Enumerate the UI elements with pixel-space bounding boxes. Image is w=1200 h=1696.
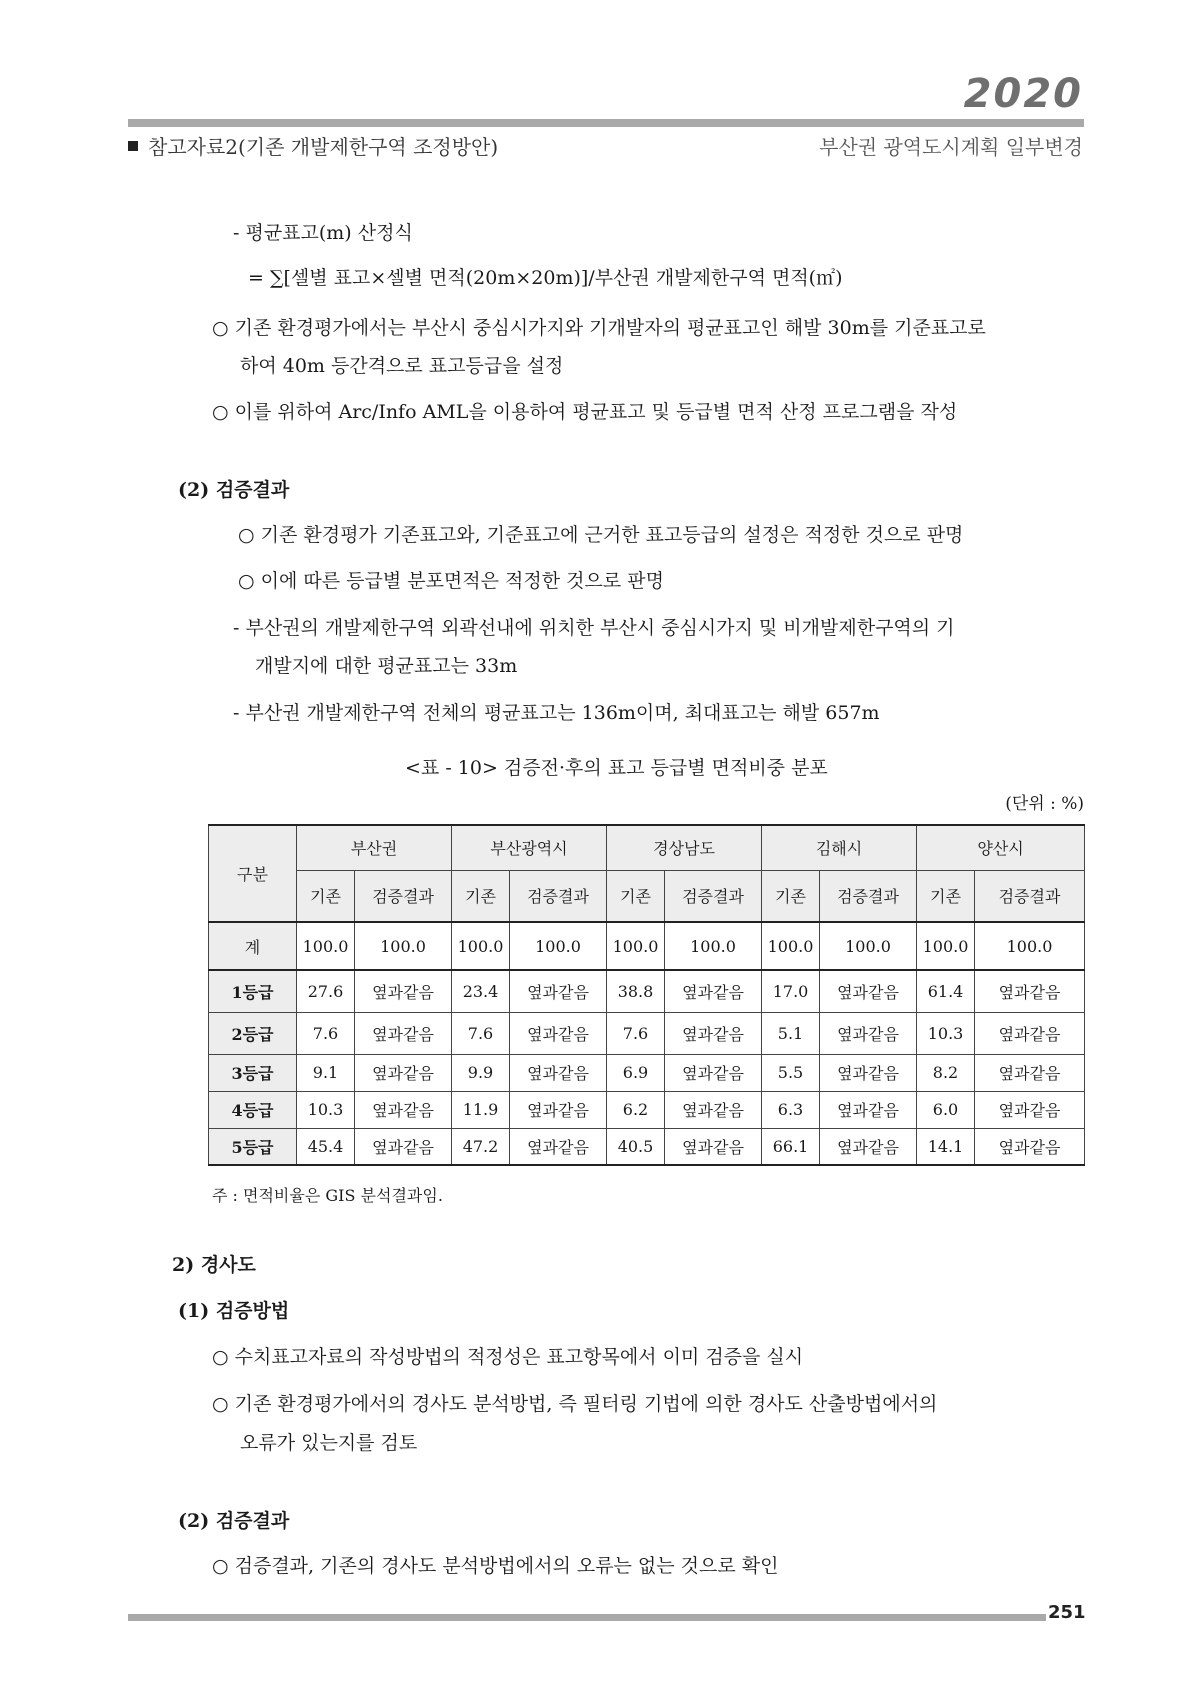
table-row — [209, 1128, 1085, 1165]
table-cell: 옆과같음 — [665, 1012, 762, 1054]
table-cell: 47.2 — [452, 1128, 510, 1165]
header-left — [128, 131, 498, 160]
results-dash-1-line-2: 개발지에 대한 평균표고는 33m — [255, 655, 518, 677]
row-label: 3등급 — [209, 1054, 297, 1091]
table-caption: <표 - 10> 검증전·후의 표고 등급별 면적비중 분포 — [405, 757, 828, 779]
table-cell: 7.6 — [297, 1012, 355, 1054]
table-cell: 7.6 — [452, 1012, 510, 1054]
elevation-grade-table — [208, 824, 1085, 1166]
table-cell: 17.0 — [762, 970, 820, 1012]
table-cell: 8.2 — [917, 1054, 975, 1091]
formula-equation: = ∑[셀별 표고×셀별 면적(20m×20m)]/부산권 개발제한구역 면적(㎡) — [248, 267, 843, 289]
table-note: 주 : 면적비율은 GIS 분석결과임. — [212, 1186, 443, 1205]
row-label: 5등급 — [209, 1128, 297, 1165]
square-bullet-icon — [128, 141, 138, 151]
table-cell: 옆과같음 — [510, 1128, 607, 1165]
table-cell: 6.0 — [917, 1091, 975, 1128]
table-cell: 100.0 — [297, 922, 355, 970]
table-cell: 옆과같음 — [665, 1128, 762, 1165]
row-label: 계 — [209, 922, 297, 970]
table-cell: 7.6 — [607, 1012, 665, 1054]
subheader-after: 검증결과 — [975, 870, 1085, 922]
subheader-before: 기존 — [297, 870, 355, 922]
header-left-text: 참고자료2(기존 개발제한구역 조정방안) — [148, 135, 499, 159]
table-cell: 14.1 — [917, 1128, 975, 1165]
table-cell: 옆과같음 — [975, 970, 1085, 1012]
table-row — [209, 1054, 1085, 1091]
table-cell: 옆과같음 — [355, 1012, 452, 1054]
subheader-after: 검증결과 — [665, 870, 762, 922]
table-cell: 10.3 — [297, 1091, 355, 1128]
slope-results-title: (2) 검증결과 — [178, 1510, 290, 1532]
region-header: 경상남도 — [607, 825, 762, 870]
results-bullet-1: ○ 기존 환경평가 기존표고와, 기준표고에 근거한 표고등급의 설정은 적정한 것으로 판명 — [238, 524, 964, 546]
table-cell: 옆과같음 — [665, 970, 762, 1012]
table-cell: 23.4 — [452, 970, 510, 1012]
table-cell: 옆과같음 — [820, 1128, 917, 1165]
table-cell: 45.4 — [297, 1128, 355, 1165]
section-title-results: (2) 검증결과 — [178, 479, 290, 501]
table-cell: 옆과같음 — [820, 1091, 917, 1128]
table-cell: 옆과같음 — [355, 1128, 452, 1165]
formula-title: - 평균표고(m) 산정식 — [233, 222, 413, 244]
table-cell: 27.6 — [297, 970, 355, 1012]
table-cell: 옆과같음 — [975, 1054, 1085, 1091]
footer-rule — [128, 1614, 1046, 1621]
table-cell: 6.2 — [607, 1091, 665, 1128]
region-header: 부산광역시 — [452, 825, 607, 870]
table-cell: 옆과같음 — [510, 1091, 607, 1128]
slope-method-bullet-1: ○ 수치표고자료의 작성방법의 적정성은 표고항목에서 이미 검증을 실시 — [212, 1346, 804, 1368]
table-cell: 100.0 — [820, 922, 917, 970]
subheader-after: 검증결과 — [510, 870, 607, 922]
subheader-after: 검증결과 — [355, 870, 452, 922]
results-dash-2: - 부산권 개발제한구역 전체의 평균표고는 136m이며, 최대표고는 해발 657m — [233, 702, 880, 724]
table-cell: 100.0 — [917, 922, 975, 970]
table-cell: 옆과같음 — [820, 1012, 917, 1054]
table-cell: 6.9 — [607, 1054, 665, 1091]
table-cell: 옆과같음 — [510, 1012, 607, 1054]
table-cell: 66.1 — [762, 1128, 820, 1165]
table-cell: 옆과같음 — [820, 970, 917, 1012]
header-rule — [128, 119, 1084, 127]
table-cell: 100.0 — [510, 922, 607, 970]
region-header: 양산시 — [917, 825, 1085, 870]
table-cell: 11.9 — [452, 1091, 510, 1128]
table-row — [209, 1091, 1085, 1128]
slope-method-bullet-2-line-1: ○ 기존 환경평가에서의 경사도 분석방법, 즉 필터링 기법에 의한 경사도 산출방법에서의 — [212, 1393, 938, 1415]
table-corner-header: 구분 — [209, 825, 297, 922]
subheader-before: 기존 — [917, 870, 975, 922]
table-cell: 옆과같음 — [665, 1091, 762, 1128]
region-header: 부산권 — [297, 825, 452, 870]
table-cell: 100.0 — [607, 922, 665, 970]
table-cell: 옆과같음 — [975, 1128, 1085, 1165]
row-label: 4등급 — [209, 1091, 297, 1128]
page-number: 251 — [1048, 1602, 1086, 1623]
para-1-line-1: ○ 기존 환경평가에서는 부산시 중심시가지와 기개발자의 평균표고인 해발 30m를 기준표고로 — [212, 317, 986, 339]
table-cell: 100.0 — [975, 922, 1085, 970]
table-cell: 38.8 — [607, 970, 665, 1012]
subheader-before: 기존 — [607, 870, 665, 922]
subheader-before: 기존 — [452, 870, 510, 922]
table-cell: 6.3 — [762, 1091, 820, 1128]
table-cell: 10.3 — [917, 1012, 975, 1054]
results-bullet-2: ○ 이에 따른 등급별 분포면적은 적정한 것으로 판명 — [238, 570, 664, 592]
table-cell: 61.4 — [917, 970, 975, 1012]
table-cell: 9.9 — [452, 1054, 510, 1091]
results-dash-1-line-1: - 부산권의 개발제한구역 외곽선내에 위치한 부산시 중심시가지 및 비개발제한구역의 기 — [233, 617, 955, 639]
table-cell: 100.0 — [762, 922, 820, 970]
table-cell: 옆과같음 — [355, 1054, 452, 1091]
table-cell: 100.0 — [355, 922, 452, 970]
table-cell: 옆과같음 — [510, 1054, 607, 1091]
slope-method-title: (1) 검증방법 — [178, 1300, 290, 1322]
subheader-after: 검증결과 — [820, 870, 917, 922]
subheader-before: 기존 — [762, 870, 820, 922]
table-row — [209, 922, 1085, 970]
table-cell: 옆과같음 — [975, 1091, 1085, 1128]
table-cell: 옆과같음 — [355, 970, 452, 1012]
year-label: 2020 — [963, 71, 1083, 117]
para-1-line-2: 하여 40m 등간격으로 표고등급을 설정 — [240, 355, 564, 377]
region-header: 김해시 — [762, 825, 917, 870]
header-right: 부산권 광역도시계획 일부변경 — [819, 135, 1083, 159]
table-cell: 옆과같음 — [665, 1054, 762, 1091]
table-row — [209, 1012, 1085, 1054]
table-cell: 40.5 — [607, 1128, 665, 1165]
table-cell: 옆과같음 — [820, 1054, 917, 1091]
slope-results-bullet-1: ○ 검증결과, 기존의 경사도 분석방법에서의 오류는 없는 것으로 확인 — [212, 1555, 779, 1577]
table-cell: 5.1 — [762, 1012, 820, 1054]
table-row — [209, 970, 1085, 1012]
table-cell: 옆과같음 — [975, 1012, 1085, 1054]
table-cell: 5.5 — [762, 1054, 820, 1091]
table-cell: 100.0 — [665, 922, 762, 970]
table-cell: 9.1 — [297, 1054, 355, 1091]
table-cell: 옆과같음 — [510, 970, 607, 1012]
table-cell: 100.0 — [452, 922, 510, 970]
row-label: 1등급 — [209, 970, 297, 1012]
row-label: 2등급 — [209, 1012, 297, 1054]
slope-method-bullet-2-line-2: 오류가 있는지를 검토 — [240, 1432, 418, 1454]
para-2: ○ 이를 위하여 Arc/Info AML을 이용하여 평균표고 및 등급별 면적 산정 프로그램을 작성 — [212, 401, 958, 423]
table-cell: 옆과같음 — [355, 1091, 452, 1128]
slope-section-title: 2) 경사도 — [172, 1254, 256, 1276]
table-unit: (단위 : %) — [1005, 794, 1084, 814]
